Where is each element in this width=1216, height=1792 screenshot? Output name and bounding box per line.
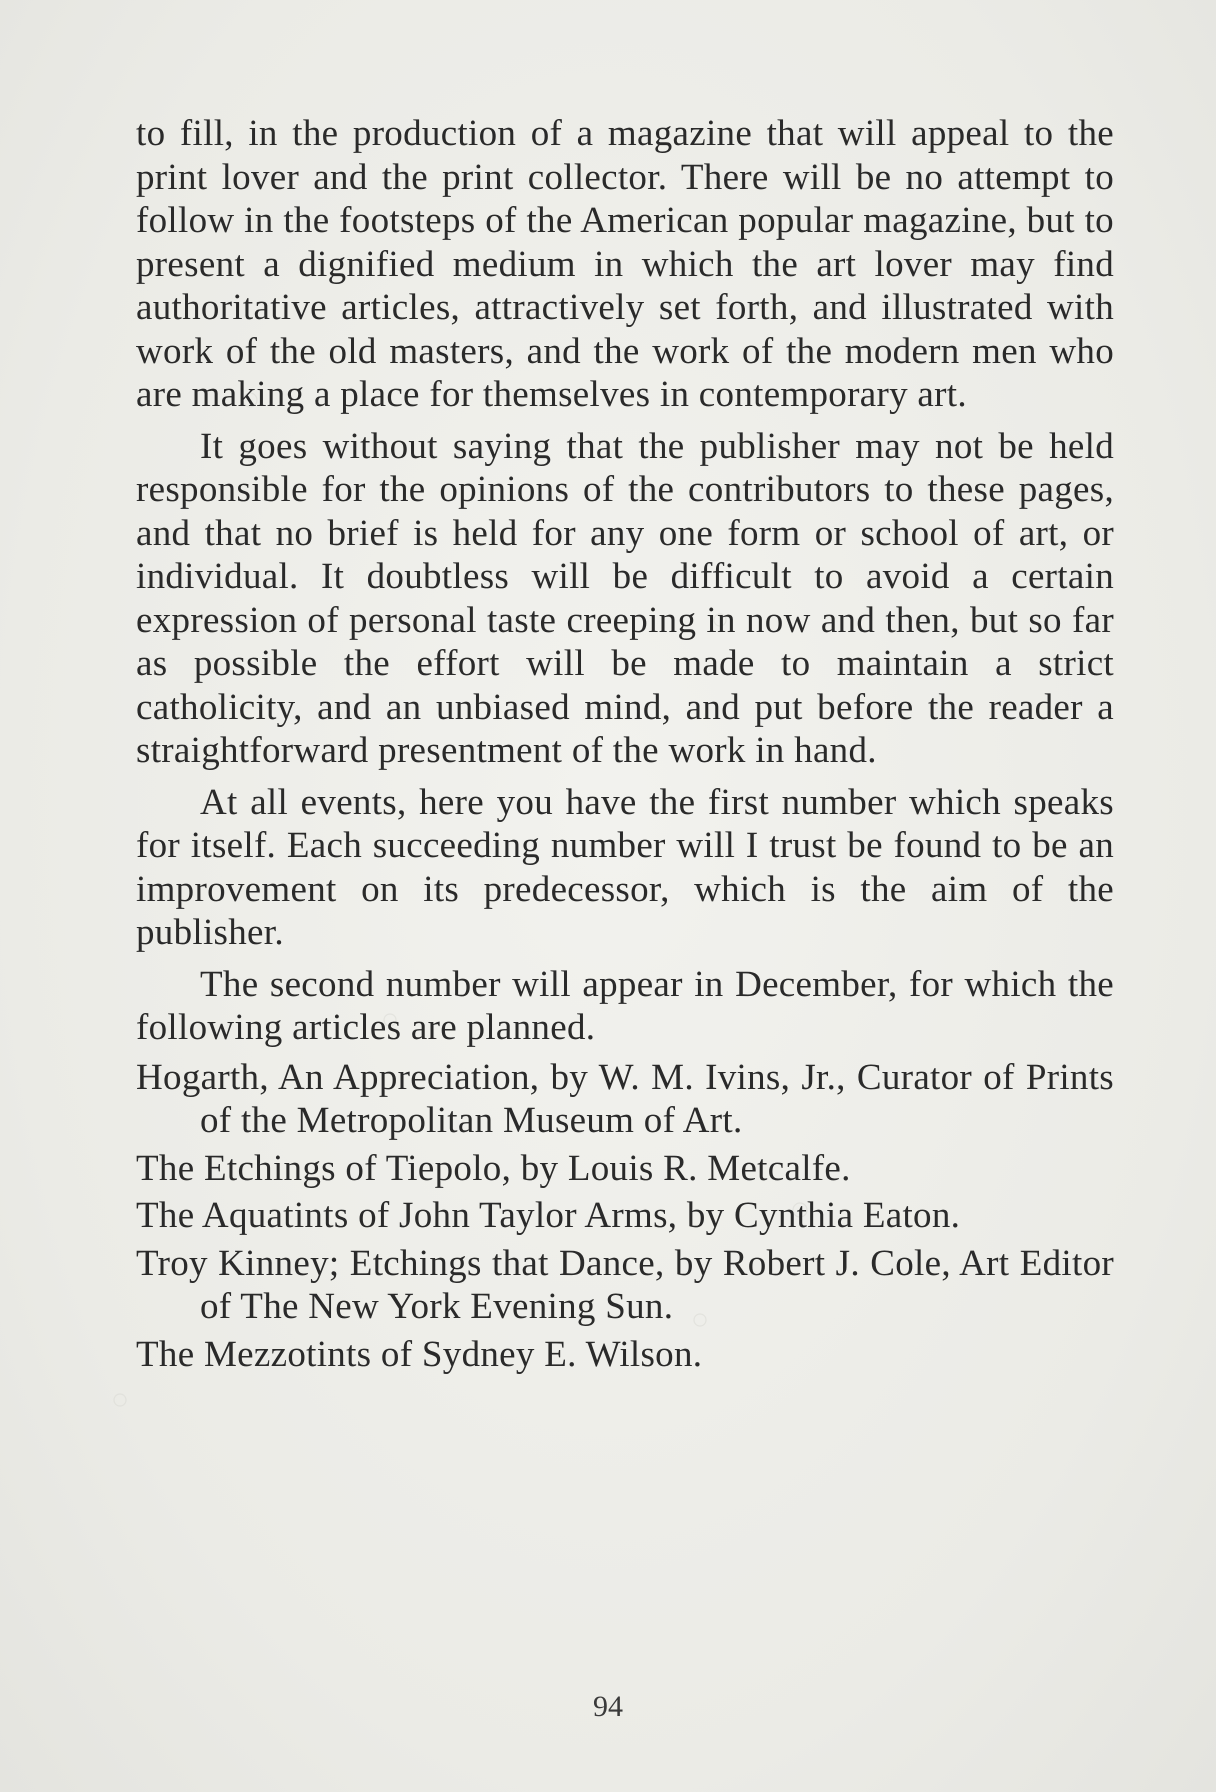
planned-articles-list	[136, 1056, 1114, 1377]
paragraph-publisher-disclaimer: It goes without saying that the publisher may not be held responsible for the opinions of the contributors to these pages, and that no brief is held for any one form or school of art, or individual. It doubtless will be difficult to avoid a certain expression of personal taste creeping in now and then, but so far as possible the effort will be made to maintain a strict catholicity, and an unbiased mind, and put before the reader a straightforward presentment of the work in hand.	[136, 425, 1114, 771]
main-text	[136, 112, 1114, 1380]
planned-article-kinney: Troy Kinney; Etchings that Dance, by Robert J. Cole, Art Editor of The New York Evening Sun.	[136, 1242, 1114, 1327]
planned-article-tiepolo: The Etchings of Tiepolo, by Louis R. Metcalfe.	[136, 1147, 851, 1189]
page-number: 94	[593, 1690, 623, 1723]
planned-article-arms: The Aquatints of John Taylor Arms, by Cynthia Eaton.	[136, 1195, 961, 1236]
planned-article-hogarth: Hogarth, An Appreciation, by W. M. Ivins, Jr., Curator of Prints of the Metropolitan Museum of Art.	[136, 1056, 1114, 1141]
paragraph-first-number: At all events, here you have the first number which speaks for itself. Each succeeding number will I trust be found to be an improvement on its predecessor, which is the aim of the publisher.	[136, 781, 1114, 953]
planned-article-wilson: The Mezzotints of Sydney E. Wilson.	[136, 1333, 703, 1375]
paragraph-second-number: The second number will appear in December, for which the following articles are planned.	[136, 963, 1114, 1048]
paragraph-intro-continuation: to fill, in the production of a magazine that will appeal to the print lover and the print collector. There will be no attempt to follow in the footsteps of the American popular magazine, but to present a dignified medium in which the art lover may find authoritative articles, attractively set forth, and illustrated with work of the old masters, and the work of the modern men who are making a place for themselves in contemporary art.	[136, 113, 1114, 415]
